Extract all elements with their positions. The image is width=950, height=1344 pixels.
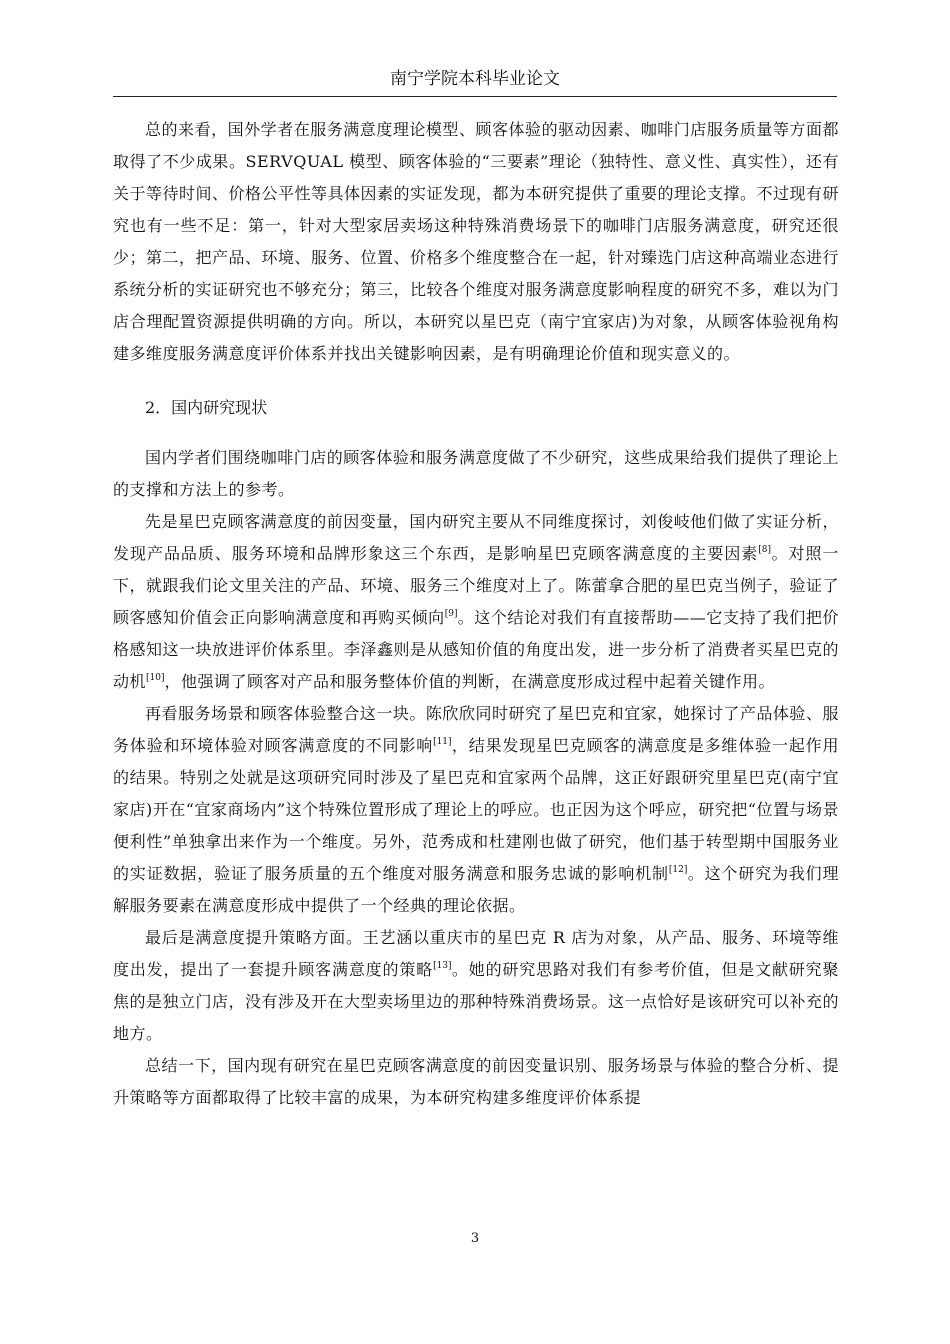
citation-13: [13]	[433, 961, 452, 971]
text-run: 。她的研究思路对我们有参考价值，但是文献研究聚焦的是独立门店，没有涉及开在大型卖场里边的那种特殊消费场景。这一点恰好是该研究可以补充的地方。	[113, 960, 840, 1043]
paragraph-strategy	[113, 922, 839, 1050]
text-run: 。这个结论对我们有直接帮助——它支持了我们把价格感知这一块放进评价体系里。李泽鑫则是从感知价值的角度出发，进一步分析了消费者买星巴克的动机	[113, 608, 840, 691]
text-run: 。这个研究为我们理解服务要素在满意度形成中提供了一个经典的理论依据。	[113, 864, 839, 915]
text-run: 。对照一下，就跟我们论文里关注的产品、环境、服务三个维度对上了。陈蕾拿合肥的星巴克当例子，验证了顾客感知价值会正向影响满意度和再购买倾向	[113, 544, 840, 627]
citation-12: [12]	[668, 865, 688, 875]
page-number: 3	[470, 1231, 480, 1246]
section-heading-domestic: 2．国内研究现状	[145, 398, 268, 417]
citation-11: [11]	[433, 737, 452, 747]
text-run: ，结果发现星巴克顾客的满意度是多维体验一起作用的结果。特别之处就是这项研究同时涉及了星巴克和宜家两个品牌，这正好跟研究里星巴克(南宁宜家店)开在“宜家商场内”这个特殊位置形成了理论上的呼应。也正因为这个呼应，研究把“位置与场景便利性”单独拿出来作为一个维度。另外，范秀成和杜建刚也做了研究，他们基于转型期中国服务业的实证数据，验证了服务质量的五个维度对服务满意和服务忠诚的影响机制	[113, 736, 839, 883]
header-rule	[113, 96, 837, 97]
paragraph-domestic-summary: 总结一下，国内现有研究在星巴克顾客满意度的前因变量识别、服务场景与体验的整合分析、提升策略等方面都取得了比较丰富的成果，为本研究构建多维度评价体系提	[113, 1056, 839, 1107]
paragraph-foreign-summary: 总的来看，国外学者在服务满意度理论模型、顾客体验的驱动因素、咖啡门店服务质量等方面都取得了不少成果。SERVQUAL 模型、顾客体验的“三要素”理论（独特性、意义性、真实性），还有关于等待时间、价格公平性等具体因素的实证发现，都为本研究提供了重要的理论支撑。不过现有研究也有一些不足：第一，针对大型家居卖场这种特殊消费场景下的咖啡门店服务满意度，研究还很少；第二，把产品、环境、服务、位置、价格多个维度整合在一起，针对臻选门店这种高端业态进行系统分析的实证研究也不够充分；第三，比较各个维度对服务满意度影响程度的研究不多，难以为门店合理配置资源提供明确的方向。所以，本研究以星巴克（南宁宜家店)为对象，从顾客体验视角构建多维度服务满意度评价体系并找出关键影响因素，是有明确理论价值和现实意义的。	[113, 120, 840, 363]
citation-10: [10]	[146, 673, 165, 683]
paragraph-antecedents	[113, 506, 839, 698]
paragraph-domestic-intro: 国内学者们围绕咖啡门店的顾客体验和服务满意度做了不少研究，这些成果给我们提供了理论上的支撑和方法上的参考。	[113, 448, 839, 499]
text-run: ，他强调了顾客对产品和服务整体价值的判断，在满意度形成过程中起着关键作用。	[164, 672, 776, 691]
text-run: 先是星巴克顾客满意度的前因变量，国内研究主要从不同维度探讨，刘俊岐他们做了实证分析，发现产品品质、服务环境和品牌形象这三个东西，是影响星巴克顾客满意度的主要因素	[113, 512, 839, 563]
text-run: 最后是满意度提升策略方面。王艺涵以重庆市的星巴克 R 店为对象，从产品、服务、环境等维度出发，提出了一套提升顾客满意度的策略	[113, 928, 839, 979]
paragraph-service-scene	[113, 698, 839, 922]
citation-8: [8]	[758, 545, 772, 555]
page-body	[113, 114, 839, 1114]
running-header: 南宁学院本科毕业论文	[390, 69, 560, 89]
text-run: 再看服务场景和顾客体验整合这一块。陈欣欣同时研究了星巴克和宜家，她探讨了产品体验、服务体验和环境体验对顾客满意度的不同影响	[113, 704, 839, 755]
citation-9: [9]	[444, 609, 458, 619]
